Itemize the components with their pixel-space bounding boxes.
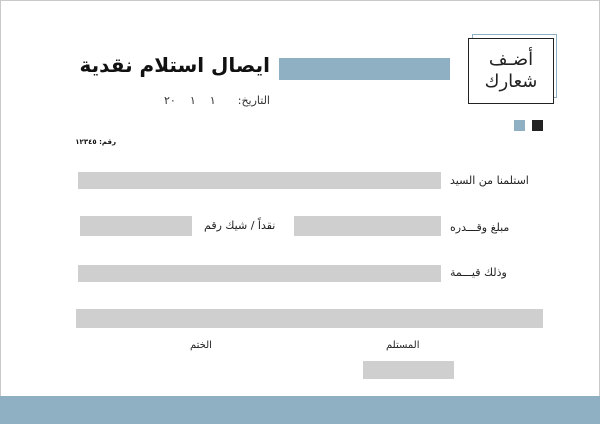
- for-value-label: وذلك قيـــمة: [450, 266, 507, 279]
- accent-square-blue: [514, 120, 525, 131]
- date-year: ٢٠: [164, 94, 176, 107]
- received-from-field[interactable]: [78, 172, 441, 189]
- for-value-field[interactable]: [78, 265, 441, 282]
- logo-text-line2: شعارك: [484, 71, 538, 92]
- receipt-number: رقم: ١٢٣٤٥: [75, 138, 116, 146]
- title-accent-bar: [279, 58, 450, 80]
- page-title: ايصال استلام نقدية: [79, 53, 270, 77]
- date-label: التاريخ:: [237, 94, 270, 107]
- payment-method-label: نقداً / شيك رقم: [204, 219, 276, 232]
- date-value: [150, 94, 216, 107]
- date-day: ١: [209, 94, 216, 107]
- extra-notes-field[interactable]: [76, 309, 543, 328]
- logo-text-line1: أضـف: [488, 49, 534, 70]
- amount-field[interactable]: [294, 216, 441, 236]
- footer-accent-bar: [0, 396, 600, 424]
- seal-label: الختم: [190, 340, 212, 351]
- date-month: ١: [189, 94, 196, 107]
- receiver-label: المستلم: [386, 340, 420, 351]
- receiver-signature-field[interactable]: [363, 361, 454, 379]
- logo-placeholder: [468, 38, 554, 104]
- received-from-label: استلمنا من السيد: [450, 174, 529, 187]
- accent-square-dark: [532, 120, 543, 131]
- amount-label: مبلغ وقـــدره: [450, 221, 510, 234]
- cheque-number-field[interactable]: [80, 216, 192, 236]
